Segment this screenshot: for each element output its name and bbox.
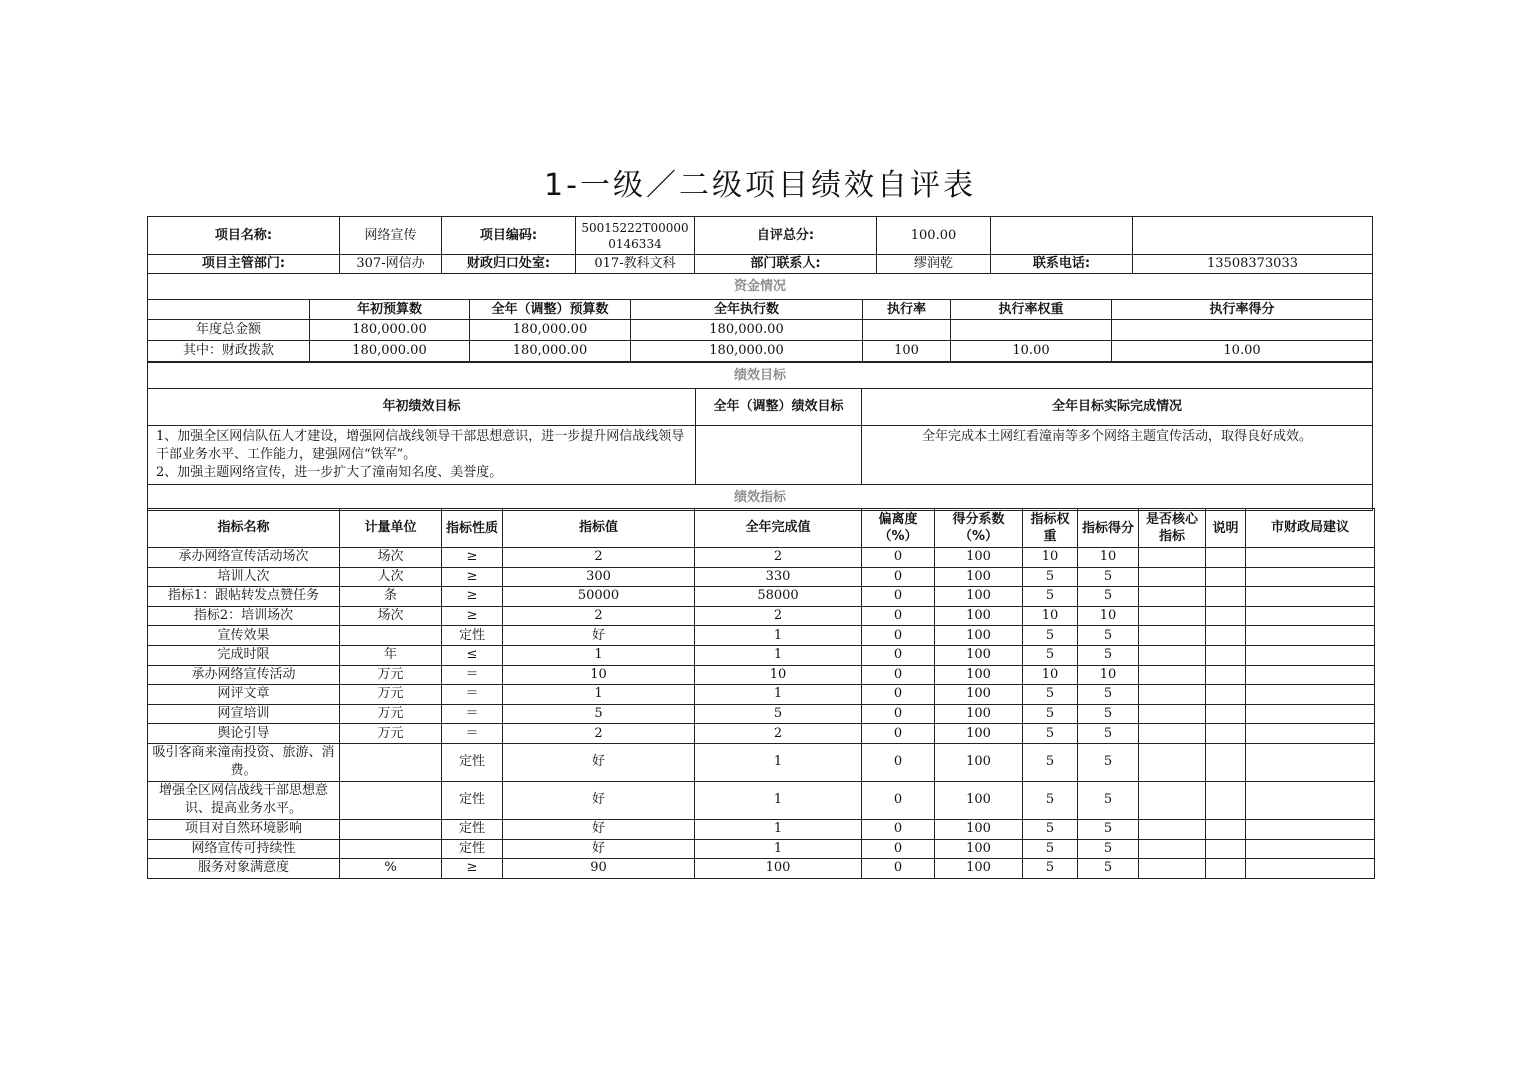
indicator-cell bbox=[1206, 859, 1246, 879]
phone-value: 13508373033 bbox=[1133, 255, 1373, 274]
indicator-cell: 1 bbox=[695, 781, 862, 819]
indicator-cell: 万元 bbox=[340, 704, 442, 724]
indicator-cell: 10 bbox=[695, 665, 862, 685]
indicator-cell bbox=[1139, 819, 1206, 839]
indicator-cell: 100 bbox=[935, 781, 1023, 819]
project-code-label: 项目编码: bbox=[442, 217, 576, 255]
dept-value: 307-网信办 bbox=[340, 255, 442, 274]
indicator-cell: 5 bbox=[1023, 859, 1078, 879]
indicators-section-title: 绩效指标 bbox=[148, 485, 1373, 511]
contact-value: 缪润乾 bbox=[877, 255, 991, 274]
indicator-row bbox=[148, 645, 1375, 665]
empty-cell bbox=[991, 217, 1133, 255]
indicator-row bbox=[148, 548, 1375, 568]
indicator-cell: ＝ bbox=[442, 724, 503, 744]
indicator-cell bbox=[1139, 839, 1206, 859]
funds-column-header: 全年（调整）预算数 bbox=[470, 300, 631, 320]
indicator-cell: 5 bbox=[1078, 626, 1139, 646]
indicator-cell: 90 bbox=[503, 859, 695, 879]
indicator-cell: 100 bbox=[935, 859, 1023, 879]
indicator-cell bbox=[1206, 665, 1246, 685]
contact-label: 部门联系人: bbox=[695, 255, 877, 274]
indicator-row bbox=[148, 567, 1375, 587]
indicator-cell bbox=[1206, 685, 1246, 705]
indicator-cell bbox=[1246, 704, 1375, 724]
funds-section-title: 资金情况 bbox=[148, 274, 1373, 300]
goals-table bbox=[147, 362, 1373, 511]
funds-cell bbox=[951, 320, 1112, 341]
indicator-cell: 承办网络宣传活动 bbox=[148, 665, 340, 685]
indicator-column-header: 计量单位 bbox=[340, 509, 442, 548]
adjusted-goal-text bbox=[696, 426, 862, 485]
indicator-column-header: 指标性质 bbox=[442, 509, 503, 548]
indicator-cell: 2 bbox=[503, 548, 695, 568]
indicator-column-header: 指标名称 bbox=[148, 509, 340, 548]
indicator-cell: ≥ bbox=[442, 567, 503, 587]
indicator-cell: 1 bbox=[695, 839, 862, 859]
indicator-cell: 万元 bbox=[340, 685, 442, 705]
indicator-row bbox=[148, 839, 1375, 859]
indicator-cell bbox=[1139, 859, 1206, 879]
indicator-cell bbox=[1206, 724, 1246, 744]
indicator-cell: 100 bbox=[935, 743, 1023, 781]
funds-cell bbox=[863, 320, 951, 341]
indicator-row bbox=[148, 685, 1375, 705]
indicator-cell bbox=[1139, 587, 1206, 607]
indicator-cell bbox=[1206, 704, 1246, 724]
indicator-cell: 网宣培训 bbox=[148, 704, 340, 724]
funds-cell: 年度总金额 bbox=[148, 320, 310, 341]
indicator-cell bbox=[1246, 685, 1375, 705]
indicator-cell bbox=[1246, 781, 1375, 819]
indicator-cell: 年 bbox=[340, 645, 442, 665]
indicator-cell: 0 bbox=[862, 587, 935, 607]
indicator-cell: 定性 bbox=[442, 839, 503, 859]
funds-cell: 180,000.00 bbox=[310, 320, 470, 341]
indicator-cell: 定性 bbox=[442, 819, 503, 839]
indicator-cell: 100 bbox=[935, 839, 1023, 859]
project-name-label: 项目名称: bbox=[148, 217, 340, 255]
indicator-cell: ≥ bbox=[442, 606, 503, 626]
indicator-cell: 5 bbox=[1078, 839, 1139, 859]
indicator-cell bbox=[1246, 567, 1375, 587]
indicator-row bbox=[148, 743, 1375, 781]
indicator-cell: 0 bbox=[862, 665, 935, 685]
indicator-cell bbox=[1206, 645, 1246, 665]
indicator-cell bbox=[1206, 819, 1246, 839]
indicators-table bbox=[147, 508, 1375, 879]
indicator-cell: 5 bbox=[1078, 645, 1139, 665]
project-header-table bbox=[147, 216, 1373, 274]
indicator-cell: 100 bbox=[935, 606, 1023, 626]
indicator-cell: 5 bbox=[1023, 587, 1078, 607]
indicator-cell: 0 bbox=[862, 704, 935, 724]
indicator-cell bbox=[1139, 724, 1206, 744]
project-name-value: 网络宣传 bbox=[340, 217, 442, 255]
indicator-cell: 5 bbox=[1023, 685, 1078, 705]
indicator-cell: 万元 bbox=[340, 665, 442, 685]
indicator-cell: 5 bbox=[1078, 587, 1139, 607]
indicator-cell bbox=[1139, 781, 1206, 819]
indicator-cell: 2 bbox=[695, 606, 862, 626]
indicator-cell bbox=[1139, 704, 1206, 724]
indicator-cell bbox=[1246, 743, 1375, 781]
indicator-cell: 2 bbox=[695, 724, 862, 744]
indicator-cell: 5 bbox=[1023, 839, 1078, 859]
indicator-cell: 100 bbox=[935, 819, 1023, 839]
indicator-cell: 10 bbox=[1078, 606, 1139, 626]
indicator-cell bbox=[1246, 626, 1375, 646]
indicator-cell: 场次 bbox=[340, 606, 442, 626]
indicator-cell bbox=[1139, 567, 1206, 587]
funds-cell: 其中：财政拨款 bbox=[148, 341, 310, 362]
indicator-cell: 5 bbox=[1078, 567, 1139, 587]
indicator-cell: 好 bbox=[503, 626, 695, 646]
indicator-cell: 网络宣传可持续性 bbox=[148, 839, 340, 859]
indicator-cell: 10 bbox=[503, 665, 695, 685]
funds-column-header: 执行率得分 bbox=[1112, 300, 1373, 320]
indicator-cell bbox=[1139, 645, 1206, 665]
indicator-column-header: 指标值 bbox=[503, 509, 695, 548]
indicator-row bbox=[148, 859, 1375, 879]
indicator-cell bbox=[1246, 606, 1375, 626]
indicator-cell bbox=[1139, 685, 1206, 705]
initial-goal-text: 1、加强全区网信队伍人才建设，增强网信战线领导干部思想意识，进一步提升网信战线领导干部业务水平、工作能力，建强网信“铁军”。 2、加强主题网络宣传，进一步扩大了潼南知名度、美誉度。 bbox=[148, 426, 696, 485]
indicator-cell: 5 bbox=[1078, 819, 1139, 839]
indicator-cell: 好 bbox=[503, 743, 695, 781]
indicator-cell: 万元 bbox=[340, 724, 442, 744]
indicator-cell: 100 bbox=[935, 665, 1023, 685]
indicator-cell: 1 bbox=[695, 626, 862, 646]
indicator-cell: 5 bbox=[1078, 704, 1139, 724]
actual-goal-header: 全年目标实际完成情况 bbox=[862, 389, 1373, 426]
funds-cell: 180,000.00 bbox=[310, 341, 470, 362]
indicator-cell: 5 bbox=[503, 704, 695, 724]
indicator-cell: 5 bbox=[1023, 645, 1078, 665]
indicator-cell: 指标2：培训场次 bbox=[148, 606, 340, 626]
indicator-cell: 承办网络宣传活动场次 bbox=[148, 548, 340, 568]
indicator-cell: 5 bbox=[1023, 626, 1078, 646]
indicator-row bbox=[148, 781, 1375, 819]
indicator-cell: 5 bbox=[695, 704, 862, 724]
office-value: 017-教科文科 bbox=[576, 255, 695, 274]
indicator-cell: 好 bbox=[503, 839, 695, 859]
indicator-cell bbox=[340, 781, 442, 819]
indicator-cell: % bbox=[340, 859, 442, 879]
indicator-cell bbox=[1206, 626, 1246, 646]
empty-cell bbox=[1133, 217, 1373, 255]
indicator-cell bbox=[1206, 743, 1246, 781]
funds-table bbox=[147, 273, 1373, 362]
indicator-cell bbox=[1246, 665, 1375, 685]
indicator-cell bbox=[1139, 626, 1206, 646]
indicator-cell: 定性 bbox=[442, 626, 503, 646]
indicator-cell bbox=[1139, 548, 1206, 568]
indicator-cell: 10 bbox=[1023, 606, 1078, 626]
indicator-cell: 5 bbox=[1023, 704, 1078, 724]
indicator-cell: 50000 bbox=[503, 587, 695, 607]
indicator-cell: 5 bbox=[1078, 781, 1139, 819]
indicator-cell bbox=[1246, 587, 1375, 607]
funds-row bbox=[148, 320, 1373, 341]
indicator-cell: 5 bbox=[1023, 724, 1078, 744]
indicator-cell bbox=[1246, 724, 1375, 744]
indicator-cell: 定性 bbox=[442, 743, 503, 781]
indicator-cell: 定性 bbox=[442, 781, 503, 819]
indicator-column-header: 偏离度（%） bbox=[862, 509, 935, 548]
indicator-column-header: 指标权重 bbox=[1023, 509, 1078, 548]
indicator-column-header: 得分系数（%） bbox=[935, 509, 1023, 548]
indicator-cell: 服务对象满意度 bbox=[148, 859, 340, 879]
indicator-cell bbox=[1246, 645, 1375, 665]
indicator-row bbox=[148, 587, 1375, 607]
funds-cell: 180,000.00 bbox=[631, 341, 863, 362]
indicator-cell: 0 bbox=[862, 567, 935, 587]
indicator-cell: 100 bbox=[935, 724, 1023, 744]
indicator-cell bbox=[1246, 839, 1375, 859]
funds-column-header: 执行率权重 bbox=[951, 300, 1112, 320]
actual-goal-text: 全年完成本土网红看潼南等多个网络主题宣传活动，取得良好成效。 bbox=[862, 426, 1373, 485]
funds-column-header: 全年执行数 bbox=[631, 300, 863, 320]
indicator-cell: ≥ bbox=[442, 859, 503, 879]
indicator-cell: 100 bbox=[935, 626, 1023, 646]
indicator-row bbox=[148, 724, 1375, 744]
indicator-cell: ≥ bbox=[442, 587, 503, 607]
indicator-cell: 0 bbox=[862, 645, 935, 665]
indicator-cell: 5 bbox=[1023, 743, 1078, 781]
indicator-cell: 5 bbox=[1078, 743, 1139, 781]
indicator-cell: 0 bbox=[862, 839, 935, 859]
indicator-cell: ＝ bbox=[442, 704, 503, 724]
indicator-cell: 2 bbox=[503, 724, 695, 744]
indicator-cell bbox=[340, 626, 442, 646]
indicator-cell: ＝ bbox=[442, 665, 503, 685]
indicator-cell: 培训人次 bbox=[148, 567, 340, 587]
indicator-row bbox=[148, 665, 1375, 685]
indicator-cell: 0 bbox=[862, 819, 935, 839]
indicator-column-header: 市财政局建议 bbox=[1246, 509, 1375, 548]
page-title: 1-一级／二级项目绩效自评表 bbox=[544, 168, 976, 203]
self-score-value: 100.00 bbox=[877, 217, 991, 255]
indicator-cell: 5 bbox=[1023, 819, 1078, 839]
funds-cell: 10.00 bbox=[1112, 341, 1373, 362]
indicator-cell bbox=[1139, 606, 1206, 626]
funds-column-header: 年初预算数 bbox=[310, 300, 470, 320]
indicator-cell bbox=[1246, 548, 1375, 568]
indicator-cell bbox=[340, 839, 442, 859]
indicator-cell: 5 bbox=[1023, 567, 1078, 587]
indicator-cell: 0 bbox=[862, 685, 935, 705]
indicator-cell: 1 bbox=[695, 819, 862, 839]
funds-column-header: 执行率 bbox=[863, 300, 951, 320]
indicator-row bbox=[148, 704, 1375, 724]
indicator-cell: 10 bbox=[1078, 548, 1139, 568]
indicator-row bbox=[148, 819, 1375, 839]
indicator-column-header: 全年完成值 bbox=[695, 509, 862, 548]
indicator-column-header: 指标得分 bbox=[1078, 509, 1139, 548]
indicator-cell: 5 bbox=[1078, 685, 1139, 705]
indicator-column-header: 是否核心指标 bbox=[1139, 509, 1206, 548]
indicator-cell bbox=[1139, 665, 1206, 685]
indicator-cell: 100 bbox=[935, 567, 1023, 587]
funds-cell bbox=[1112, 320, 1373, 341]
indicator-cell: 1 bbox=[695, 685, 862, 705]
indicator-cell: 100 bbox=[935, 704, 1023, 724]
indicator-cell: 0 bbox=[862, 626, 935, 646]
initial-goal-header: 年初绩效目标 bbox=[148, 389, 696, 426]
dept-label: 项目主管部门: bbox=[148, 255, 340, 274]
indicator-cell: 0 bbox=[862, 606, 935, 626]
indicator-cell: 完成时限 bbox=[148, 645, 340, 665]
indicator-column-header: 说明 bbox=[1206, 509, 1246, 548]
goals-section-title: 绩效目标 bbox=[148, 363, 1373, 389]
indicator-cell: 场次 bbox=[340, 548, 442, 568]
indicator-cell: 5 bbox=[1023, 781, 1078, 819]
indicator-cell: 好 bbox=[503, 819, 695, 839]
indicator-cell: ≥ bbox=[442, 548, 503, 568]
indicator-cell: ≤ bbox=[442, 645, 503, 665]
indicator-cell: 100 bbox=[935, 548, 1023, 568]
indicator-row bbox=[148, 626, 1375, 646]
indicator-cell: 2 bbox=[503, 606, 695, 626]
indicator-cell: 100 bbox=[935, 645, 1023, 665]
indicator-cell: 100 bbox=[935, 587, 1023, 607]
indicator-cell: 好 bbox=[503, 781, 695, 819]
indicator-cell bbox=[1246, 859, 1375, 879]
funds-cell: 180,000.00 bbox=[470, 320, 631, 341]
indicator-cell bbox=[1206, 567, 1246, 587]
indicator-cell: 指标1：跟帖转发点赞任务 bbox=[148, 587, 340, 607]
office-label: 财政归口处室: bbox=[442, 255, 576, 274]
project-code-value: 50015222T000000146334 bbox=[576, 217, 695, 255]
phone-label: 联系电话: bbox=[991, 255, 1133, 274]
indicator-cell: 网评文章 bbox=[148, 685, 340, 705]
funds-column-header bbox=[148, 300, 310, 320]
indicator-cell: 0 bbox=[862, 743, 935, 781]
indicator-cell bbox=[340, 819, 442, 839]
indicator-cell: 300 bbox=[503, 567, 695, 587]
indicator-cell: 10 bbox=[1023, 548, 1078, 568]
funds-cell: 100 bbox=[863, 341, 951, 362]
indicator-cell bbox=[1206, 781, 1246, 819]
indicator-cell: 1 bbox=[695, 645, 862, 665]
indicator-cell: 条 bbox=[340, 587, 442, 607]
indicator-cell: 0 bbox=[862, 859, 935, 879]
self-score-label: 自评总分: bbox=[695, 217, 877, 255]
indicator-cell: 5 bbox=[1078, 859, 1139, 879]
indicator-cell bbox=[1206, 606, 1246, 626]
indicator-cell: 吸引客商来潼南投资、旅游、消费。 bbox=[148, 743, 340, 781]
funds-cell: 180,000.00 bbox=[470, 341, 631, 362]
indicator-cell: 1 bbox=[695, 743, 862, 781]
indicator-cell: 10 bbox=[1023, 665, 1078, 685]
indicator-cell: 58000 bbox=[695, 587, 862, 607]
indicator-cell: 10 bbox=[1078, 665, 1139, 685]
adjusted-goal-header: 全年（调整）绩效目标 bbox=[696, 389, 862, 426]
indicator-cell bbox=[1206, 548, 1246, 568]
indicator-cell: 舆论引导 bbox=[148, 724, 340, 744]
indicator-cell: 0 bbox=[862, 781, 935, 819]
indicator-cell bbox=[1139, 743, 1206, 781]
indicator-cell: ＝ bbox=[442, 685, 503, 705]
indicator-cell: 5 bbox=[1078, 724, 1139, 744]
indicator-cell: 0 bbox=[862, 724, 935, 744]
indicator-cell: 2 bbox=[695, 548, 862, 568]
funds-row bbox=[148, 341, 1373, 362]
indicator-cell: 1 bbox=[503, 685, 695, 705]
indicator-cell bbox=[1206, 839, 1246, 859]
indicator-cell: 增强全区网信战线干部思想意识、提高业务水平。 bbox=[148, 781, 340, 819]
indicator-cell: 0 bbox=[862, 548, 935, 568]
indicator-cell: 项目对自然环境影响 bbox=[148, 819, 340, 839]
indicator-cell: 100 bbox=[695, 859, 862, 879]
indicator-cell: 宣传效果 bbox=[148, 626, 340, 646]
indicator-cell: 人次 bbox=[340, 567, 442, 587]
funds-cell: 180,000.00 bbox=[631, 320, 863, 341]
indicator-cell bbox=[1246, 819, 1375, 839]
indicator-cell: 1 bbox=[503, 645, 695, 665]
indicator-cell bbox=[340, 743, 442, 781]
indicator-cell: 330 bbox=[695, 567, 862, 587]
indicator-cell bbox=[1206, 587, 1246, 607]
funds-cell: 10.00 bbox=[951, 341, 1112, 362]
indicator-cell: 100 bbox=[935, 685, 1023, 705]
indicator-row bbox=[148, 606, 1375, 626]
